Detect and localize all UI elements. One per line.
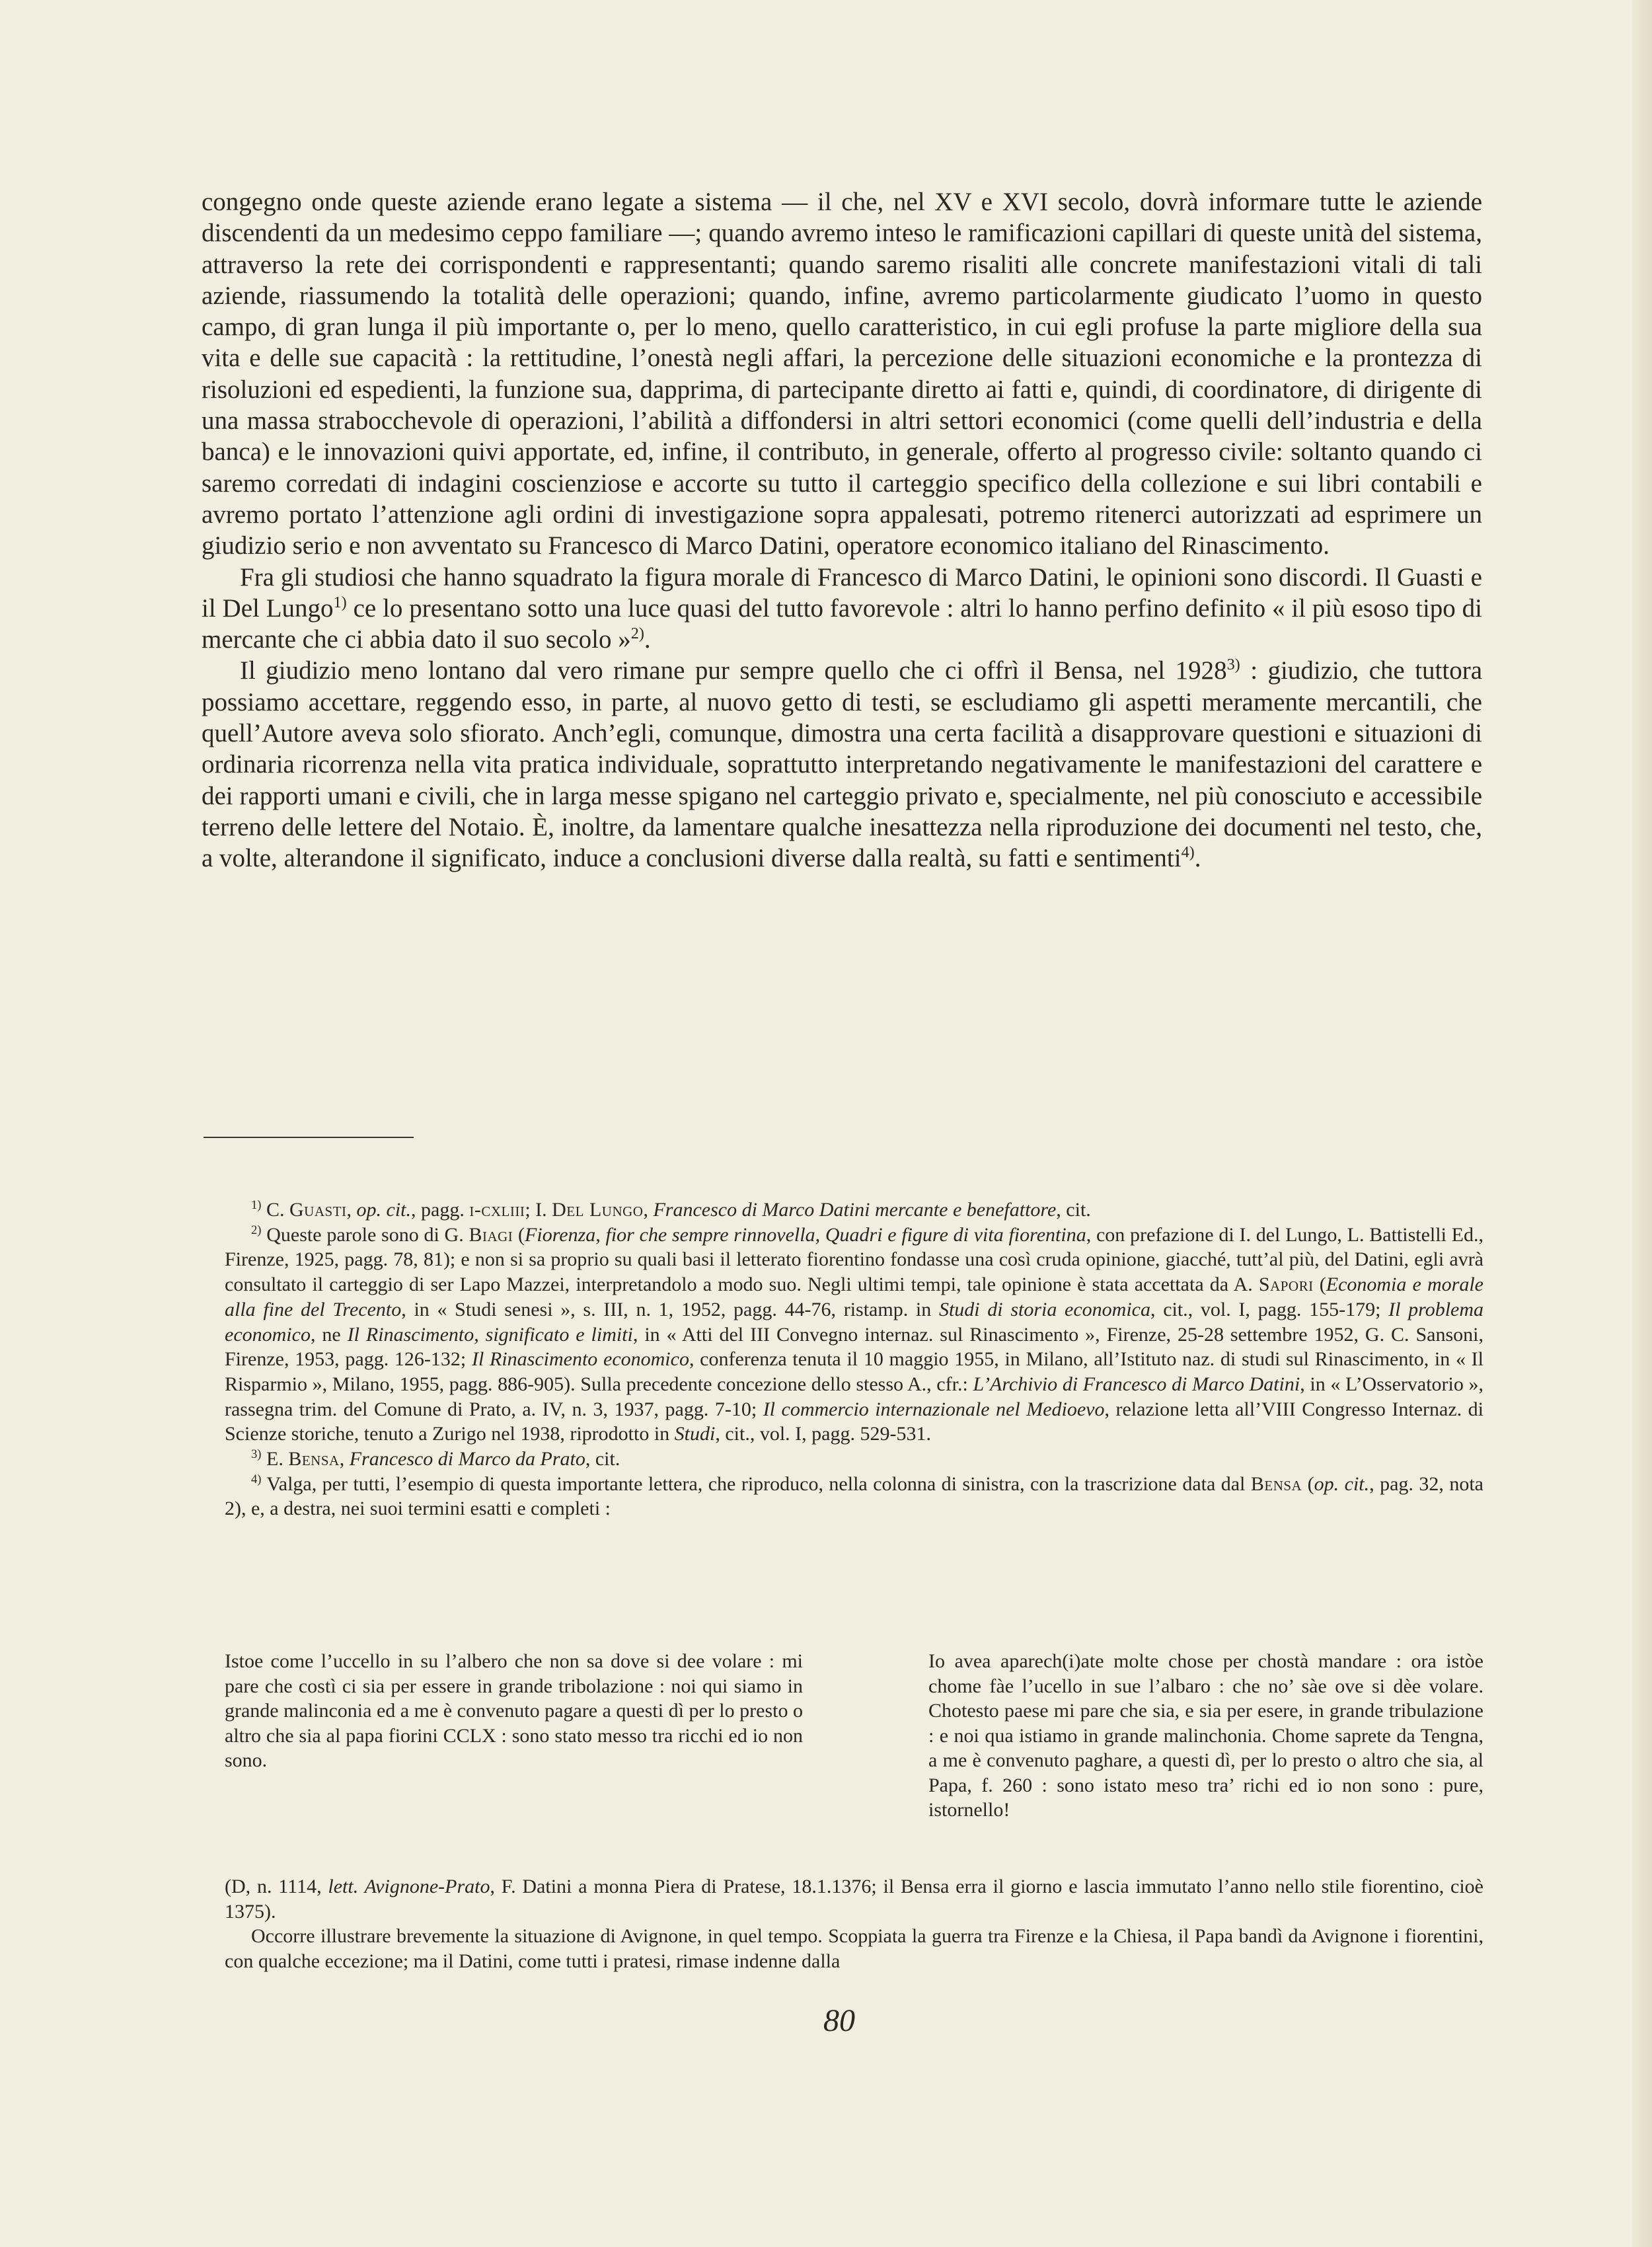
avignone-paragraph: Occorre illustrare brevemente la situazione di Avignone, in quel tempo. Scoppiata la guerra tra Firenze e la Chiesa, il Papa bandì da Avignone i fiorentini, con qualche eccezione; ma il Datini, come tutti i pratesi, rimase indenne dalla	[225, 1925, 1483, 1973]
paragraph-1: congegno onde queste aziende erano legate a sistema — il che, nel XV e XVI secolo, dovrà informare tutte le aziende discendenti da un medesimo ceppo familiare —; quando avremo inteso le ramificazioni capillari di queste unità del sistema, attraverso la rete dei corrispondenti e rappresentanti; quando saremo risaliti alle concrete manifestazioni vitali di tali aziende, riassumendo la totalità delle operazioni; quando, infine, avremo particolarmente giudicato l’uomo in questo campo, di gran lunga il più importante o, per lo meno, quello caratteristico, in cui egli profuse la parte migliore della sua vita e delle sue capacità : la rettitudine, l’onestà negli affari, la percezione delle situazioni economiche e la prontezza di risoluzioni ed espedienti, la funzione sua, dapprima, di partecipante diretto ai fatti e, quindi, di coordinatore, di dirigente di una massa strabocchevole di operazioni, l’abilità a diffondersi in altri settori economici (come quelli dell’industria e della banca) e le innovazioni quivi apportate, ed, infine, il contributo, in generale, offerto al progresso civile: soltanto quando ci saremo corredati di indagini coscienziose e accorte su tutto il carteggio specifico della collezione e sui libri contabili e avremo portato l’attenzione agli ordini di investigazione sopra appalesati, potremo ritenerci autorizzati ad esprimere un giudizio serio e non avventato su Francesco di Marco Datini, operatore economico italiano del Rinascimento.	[202, 188, 1482, 560]
paragraph-2: Fra gli studiosi che hanno squadrato la figura morale di Francesco di Marco Datini, le opinioni sono discordi. Il Guasti e il Del Lungo$^{1)}$ ce lo presentano sotto una luce quasi del tutto favorevole : altri lo hanno perfino definito « il più esoso tipo di mercante che ci abbia dato il suo secolo »$^{2)}$.	[202, 562, 1482, 654]
footnote-ref-4[interactable]: 4)	[1181, 843, 1195, 862]
footnote-2: $^{2)}$ Queste parole sono di G. Biagi (Fiorenza, fior che sempre rinnovella, Quadri e figure di vita fiorentina, con prefazione di I. del Lungo, L. Battistelli Ed., Firenze, 1925, pagg. 78, 81); e non si sa proprio su quali basi il letterato fiorentino fondasse una così cruda opinione, giacché, tutt’al più, del Datini, egli avrà consultato il carteggio di ser Lapo Mazzei, interpretandolo a modo suo. Negli ultimi tempi, tale opinione è stata accettata da A. Sapori (Economia e morale alla fine del Trecento, in « Studi senesi », s. III, n. 1, 1952, pagg. 44-76, ristamp. in Studi di storia economica, cit., vol. I, pagg. 155-179; Il problema economico, ne Il Rinascimento, significato e limiti, in « Atti del III Convegno internaz. sul Rinascimento », Firenze, 25-28 settembre 1952, G. C. Sansoni, Firenze, 1953, pagg. 126-132; Il Rinascimento economico, conferenza tenuta il 10 maggio 1955, in Milano, all’Istituto naz. di studi sul Rinascimento, in « Il Risparmio », Milano, 1955, pagg. 886-905). Sulla precedente concezione dello stesso A., cfr.: L’Archivio di Francesco di Marco Datini, in « L’Osservatorio », rassegna trim. del Comune di Prato, a. IV, n. 3, 1937, pagg. 7-10; Il commercio internazionale nel Medioevo, relazione letta all’VIII Congresso Internaz. di Scienze storiche, tenuto a Zurigo nel 1938, riprodotto in Studi, cit., vol. I, pagg. 529-531.	[225, 1223, 1484, 1445]
footnote-rule	[204, 1137, 414, 1138]
main-text	[202, 186, 1482, 874]
footnote-3: $^{3)}$ E. Bensa, Francesco di Marco da Prato, cit.	[251, 1447, 620, 1470]
page-edge	[1632, 0, 1652, 2247]
paragraph-3: Il giudizio meno lontano dal vero rimane pur sempre quello che ci offrì il Bensa, nel 1928$^{3)}$ : giudizio, che tuttora possiamo accettare, reggendo esso, in parte, al nuovo getto di testi, se escludiamo gli aspetti meramente mercantili, che quell’Autore aveva solo sfiorato. Anch’egli, comunque, dimostra una certa facilità a disapprovare questioni e situazioni di ordinaria ricorrenza nella vita pratica individuale, soprattutto interpretando negativamente le manifestazioni del carattere e dei rapporti umani e civili, che in larga messe spigano nel carteggio privato e, specialmente, nel più conosciuto e accessibile terreno delle lettere del Notaio. È, inoltre, da lamentare qualche inesattezza nella riproduzione dei documenti nel testo, che, a volte, alterandone il significato, induce a conclusioni diverse dalla realtà, su fatti e sentimenti$^{4)}$.	[202, 656, 1483, 873]
footnote-1: $^{1)}$ C. Guasti, op. cit., pagg. i-cxliii; I. Del Lungo, Francesco di Marco Datini mercante e benefattore, cit.	[251, 1198, 1091, 1221]
footnote-ref-1[interactable]: 1)	[333, 593, 347, 611]
footnote-ref-2[interactable]: 2)	[630, 625, 644, 643]
footnotes	[225, 1198, 1483, 1521]
letter-bensa-transcription: Istoe come l’uccello in su l’albero che non sa dove si dee volare : mi pare che costì ci sia per essere in grande tribolazione : noi qui siamo in grande malinconia ed a me è convenuto pagare a questi dì per lo presto o altro che sia al papa fiorini CCLX : sono stato messo tra ricchi ed io non sono.	[225, 1650, 803, 1771]
letter-citation: (D, n. 1114, lett. Avignone-Prato, F. Datini a monna Piera di Pratese, 18.1.1376; il Bensa erra il giorno e lascia immutato l’anno nello stile fiorentino, cioè 1375).	[225, 1876, 1483, 1923]
letter-exact-text: Io avea aparech(i)ate molte chose per chostà mandare : ora istòe chome fàe l’ucello in sue l’albaro : che no’ sàe ove si dèe volare. Chotesto paese mi pare che sia, e sia per esere, in grande tribulazione : e noi qua istiamo in grande malinchonia. Chome saprete da Tengna, a me è convenuto paghare, a questi dì, per lo presto o altro che sia, al Papa, f. 260 : sono istato meso tra’ richi ed io non sono : pure, istornello!	[928, 1650, 1483, 1821]
footnote-4: $^{4)}$ Valga, per tutti, l’esempio di questa importante lettera, che riproduco, nella colonna di sinistra, con la trascrizione data dal Bensa (op. cit., pag. 32, nota 2), e, a destra, nei suoi termini esatti e completi :	[225, 1472, 1483, 1520]
page-number: 80	[823, 2003, 855, 2038]
footnote-ref-3[interactable]: 3)	[1226, 656, 1240, 674]
footnote-continuation	[225, 1874, 1483, 1974]
